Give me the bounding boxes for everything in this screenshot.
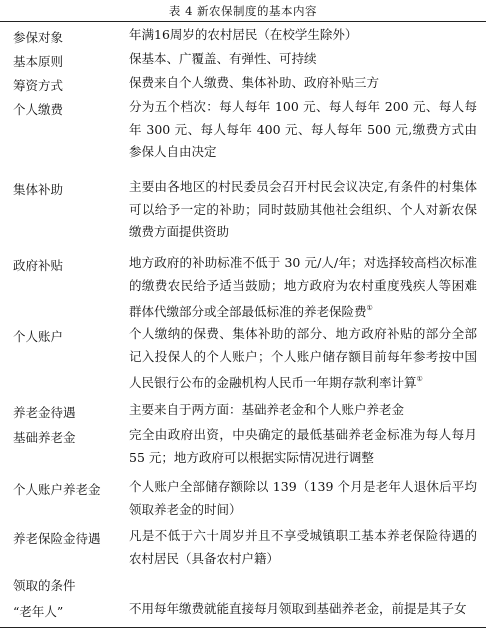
row-content [129, 323, 477, 395]
row-label: 个人账户 [13, 329, 64, 344]
row-content: 保费来自个人缴费、集体补助、政府补贴三方 [129, 75, 380, 90]
row-label: 个人账户养老金 [13, 482, 101, 497]
row-content: 主要来自于两方面：基础养老金和个人账户养老金 [129, 402, 405, 417]
row-content: 保基本、广覆盖、有弹性、可持续 [129, 51, 317, 66]
row-content [129, 252, 477, 324]
row-label: 政府补贴 [13, 258, 64, 273]
row-label: 基础养老金 [13, 430, 76, 445]
row-label: 基本原则 [13, 54, 64, 69]
row-label: 筹资方式 [13, 78, 64, 93]
row-content: 完全由政府出资，中央确定的最低基础养老金标准为每人每月 55 元；地方政府可以根据实际情况进行调整 [129, 427, 477, 465]
row-label: 参保对象 [13, 30, 64, 45]
row-label: 养老金待遇 [13, 405, 76, 420]
table-bottom-rule [0, 627, 486, 628]
row-label: 领取的条件 [13, 578, 76, 593]
table-top-rule [0, 21, 486, 22]
row-content-text: 个人缴纳的保费、集体补助的部分、地方政府补贴的部分全部记入投保人的个人账户；个人账户储存额目前每年参考按中国人民银行公布的金融机构人民币一年期存款利率计算 [129, 326, 477, 391]
row-content: 年满16周岁的农村居民（在校学生除外） [129, 27, 358, 42]
row-label: 个人缴费 [13, 102, 64, 117]
row-content: 分为五个档次：每人每年 100 元、每人每年 200 元、每人每年 300 元、每人每年 400 元、每人每年 500 元,缴费方式由参保人自由决定 [129, 99, 477, 160]
footnote-marker: ① [366, 304, 373, 313]
row-content-text: 地方政府的补助标准不低于 30 元/人/年；对选择较高档次标准的缴费农民给予适当鼓励；地方政府为农村重度残疾人等困难群体代缴部分或全部最低标准的养老保险费 [129, 255, 477, 320]
row-label: 养老保险金待遇 [13, 531, 101, 546]
row-content: 个人账户全部储存额除以 139（139 个月是老年人退休后平均领取养老金的时间） [129, 479, 477, 517]
row-content: 不用每年缴费就能直接每月领取到基础养老金，前提是其子女 [129, 601, 467, 616]
footnote-marker: ① [416, 375, 423, 384]
row-label: 集体补助 [13, 182, 64, 197]
row-content: 主要由各地区的村民委员会召开村民会议决定,有条件的村集体可以给予一定的补助；同时鼓励其他社会组织、个人对新农保缴费方面提供资助 [129, 179, 477, 240]
row-label: “老年人” [13, 604, 64, 619]
table-caption: 表 4 新农保制度的基本内容 [168, 4, 318, 18]
row-content: 凡是不低于六十周岁并且不享受城镇职工基本养老保险待遇的农村居民（具备农村户籍） [129, 528, 477, 566]
